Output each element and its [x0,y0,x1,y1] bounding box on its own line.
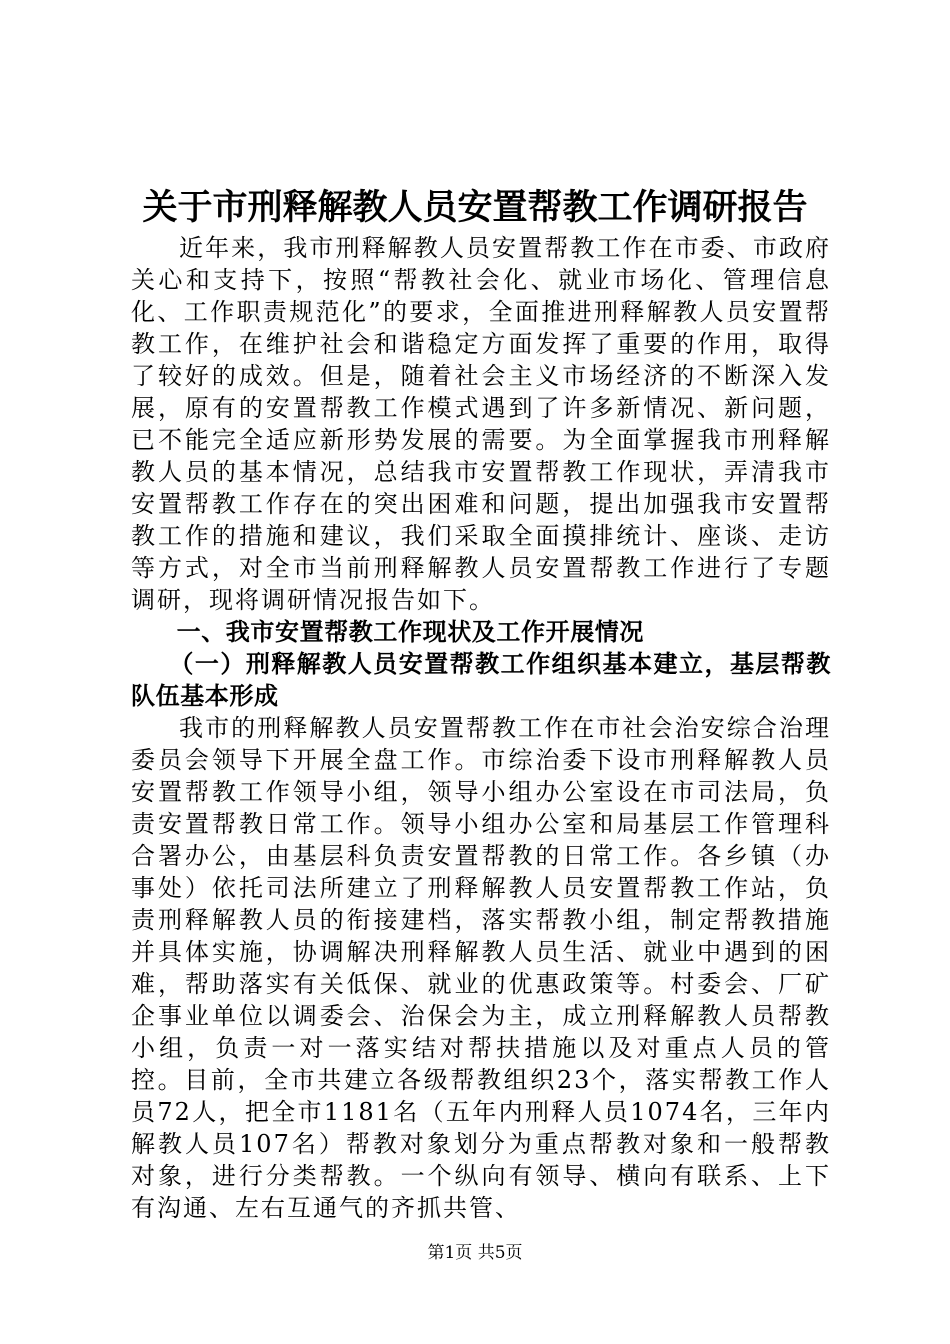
page-footer: 第1页 共5页 [427,1243,523,1263]
intro-paragraph: 近年来，我市刑释解教人员安置帮教工作在市委、市政府关心和支持下，按照“帮教社会化、就业市场化、管理信息化、工作职责规范化”的要求，全面推进刑释解教人员安置帮教工作，在维护社会和谐稳定方面发挥了重要的作用，取得了较好的成效。但是，随着社会主义市场经济的不断深入发展，原有的安置帮教工作模式遇到了许多新情况、新问题，已不能完全适应新形势发展的需要。为全面掌握我市刑释解教人员的基本情况，总结我市安置帮教工作现状，弄清我市安置帮教工作存在的突出困难和问题，提出加强我市安置帮教工作的措施和建议，我们采取全面摸排统计、座谈、走访等方式，对全市当前刑释解教人员安置帮教工作进行了专题调研，现将调研情况报告如下。 [131,234,831,614]
body-paragraph: 我市的刑释解教人员安置帮教工作在市社会治安综合治理委员会领导下开展全盘工作。市综治委下设市刑释解教人员安置帮教工作领导小组，领导小组办公室设在市司法局，负责安置帮教日常工作。领导小组办公室和局基层工作管理科合署办公，由基层科负责安置帮教的日常工作。各乡镇（办事处）依托司法所建立了刑释解教人员安置帮教工作站，负责刑释解教人员的衔接建档，落实帮教小组，制定帮教措施并具体实施，协调解决刑释解教人员生活、就业中遇到的困难，帮助落实有关低保、就业的优惠政策等。村委会、厂矿企事业单位以调委会、治保会为主，成立刑释解教人员帮教小组，负责一对一落实结对帮扶措施以及对重点人员的管控。目前，全市共建立各级帮教组织23个，落实帮教工作人员72人，把全市1181名（五年内刑释人员1074名，三年内解教人员107名）帮教对象划分为重点帮教对象和一般帮教对象，进行分类帮教。一个纵向有领导、横向有联系、上下有沟通、左右互通气的齐抓共管、 [131,714,831,1222]
subsection-heading-1: （一）刑释解教人员安置帮教工作组织基本建立，基层帮教队伍基本形成 [131,649,831,710]
section-heading-1: 一、我市安置帮教工作现状及工作开展情况 [176,617,644,646]
document-body [131,232,831,1224]
document-title: 关于市刑释解教人员安置帮教工作调研报告 [142,187,808,228]
